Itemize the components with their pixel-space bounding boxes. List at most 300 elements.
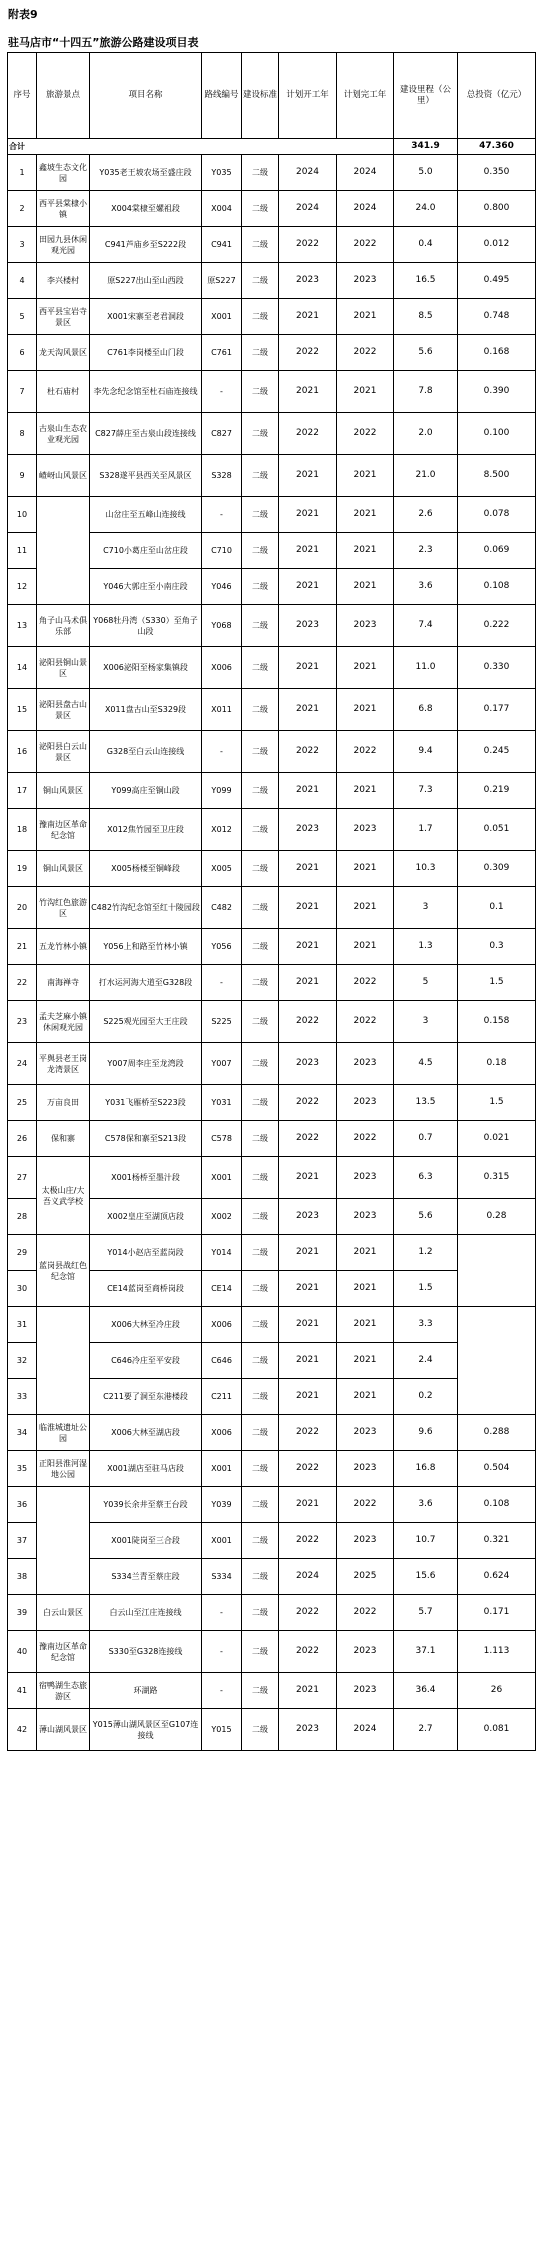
start-year: 2023 <box>279 1043 337 1085</box>
project-name: 李先念纪念馆至杜石庙连接线 <box>90 371 202 413</box>
start-year: 2022 <box>279 1595 337 1631</box>
length-km: 6.8 <box>394 689 458 731</box>
row-number: 31 <box>8 1307 37 1343</box>
route-code: X001 <box>202 1451 242 1487</box>
end-year: 2023 <box>337 1085 394 1121</box>
scenic-spot: 万亩良田 <box>37 1085 90 1121</box>
investment: 0.158 <box>458 1001 536 1043</box>
table-row <box>8 1595 536 1631</box>
scenic-spot: 铜山风景区 <box>37 773 90 809</box>
start-year: 2021 <box>279 929 337 965</box>
end-year: 2023 <box>337 1451 394 1487</box>
length-km: 3.3 <box>394 1307 458 1343</box>
project-name: X011盘古山至S329段 <box>90 689 202 731</box>
start-year: 2021 <box>279 965 337 1001</box>
row-number: 28 <box>8 1199 37 1235</box>
start-year: 2021 <box>279 1487 337 1523</box>
project-name: X002皇庄至湖顶店段 <box>90 1199 202 1235</box>
project-name: X012焦竹园至卫庄段 <box>90 809 202 851</box>
build-standard: 二级 <box>242 1379 279 1415</box>
row-number: 27 <box>8 1157 37 1199</box>
build-standard: 二级 <box>242 413 279 455</box>
route-code: 原S227 <box>202 263 242 299</box>
total-row <box>8 139 536 155</box>
total-investment: 47.360 <box>458 139 536 155</box>
length-km: 4.5 <box>394 1043 458 1085</box>
row-number: 39 <box>8 1595 37 1631</box>
end-year: 2022 <box>337 965 394 1001</box>
build-standard: 二级 <box>242 1451 279 1487</box>
build-standard: 二级 <box>242 1673 279 1709</box>
build-standard: 二级 <box>242 1199 279 1235</box>
route-code: X012 <box>202 809 242 851</box>
scenic-spot: 薄山湖风景区 <box>37 1709 90 1751</box>
table-row <box>8 605 536 647</box>
end-year: 2022 <box>337 1001 394 1043</box>
project-name: Y007周李庄至龙湾段 <box>90 1043 202 1085</box>
project-name: CE14蓝岗至商桥岗段 <box>90 1271 202 1307</box>
end-year: 2021 <box>337 647 394 689</box>
build-standard: 二级 <box>242 533 279 569</box>
route-code: - <box>202 731 242 773</box>
end-year: 2024 <box>337 155 394 191</box>
row-number: 11 <box>8 533 37 569</box>
end-year: 2022 <box>337 335 394 371</box>
project-name: Y014小赵店至蓝岗段 <box>90 1235 202 1271</box>
end-year: 2021 <box>337 851 394 887</box>
start-year: 2021 <box>279 1307 337 1343</box>
build-standard: 二级 <box>242 1523 279 1559</box>
row-number: 23 <box>8 1001 37 1043</box>
route-code: X006 <box>202 1415 242 1451</box>
end-year: 2021 <box>337 773 394 809</box>
end-year: 2023 <box>337 1199 394 1235</box>
row-number: 9 <box>8 455 37 497</box>
investment: 0.078 <box>458 497 536 533</box>
table-row <box>8 1487 536 1523</box>
project-name: X001陡岗至三合段 <box>90 1523 202 1559</box>
investment <box>458 1235 536 1307</box>
table-row <box>8 1085 536 1121</box>
investment: 0.051 <box>458 809 536 851</box>
route-code: Y014 <box>202 1235 242 1271</box>
scenic-spot: 南海禅寺 <box>37 965 90 1001</box>
scenic-spot: 临淮城遗址公园 <box>37 1415 90 1451</box>
start-year: 2024 <box>279 191 337 227</box>
start-year: 2022 <box>279 1001 337 1043</box>
row-number: 13 <box>8 605 37 647</box>
build-standard: 二级 <box>242 497 279 533</box>
end-year: 2021 <box>337 1271 394 1307</box>
row-number: 4 <box>8 263 37 299</box>
investment: 0.624 <box>458 1559 536 1595</box>
build-standard: 二级 <box>242 569 279 605</box>
start-year: 2021 <box>279 851 337 887</box>
row-number: 26 <box>8 1121 37 1157</box>
length-km: 3.6 <box>394 569 458 605</box>
header-row <box>8 53 536 139</box>
investment: 0.012 <box>458 227 536 263</box>
table-row <box>8 497 536 533</box>
row-number: 17 <box>8 773 37 809</box>
table-row <box>8 1709 536 1751</box>
route-code: - <box>202 497 242 533</box>
start-year: 2021 <box>279 371 337 413</box>
project-name: Y099高庄至铜山段 <box>90 773 202 809</box>
build-standard: 二级 <box>242 965 279 1001</box>
investment: 1.5 <box>458 1085 536 1121</box>
build-standard: 二级 <box>242 1235 279 1271</box>
row-number: 3 <box>8 227 37 263</box>
scenic-spot <box>37 497 90 605</box>
appendix-label: 附表9 <box>8 8 38 21</box>
build-standard: 二级 <box>242 647 279 689</box>
scenic-spot: 角子山马术俱乐部 <box>37 605 90 647</box>
end-year: 2021 <box>337 1343 394 1379</box>
build-standard: 二级 <box>242 851 279 887</box>
investment: 0.108 <box>458 569 536 605</box>
length-km: 5 <box>394 965 458 1001</box>
investment: 0.18 <box>458 1043 536 1085</box>
route-code: Y039 <box>202 1487 242 1523</box>
length-km: 16.8 <box>394 1451 458 1487</box>
build-standard: 二级 <box>242 1001 279 1043</box>
row-number: 1 <box>8 155 37 191</box>
row-number: 12 <box>8 569 37 605</box>
scenic-spot <box>37 1307 90 1415</box>
header-standard: 建设标准 <box>242 53 279 139</box>
investment: 26 <box>458 1673 536 1709</box>
table-row <box>8 689 536 731</box>
end-year: 2022 <box>337 413 394 455</box>
scenic-spot: 蓝岗县战红色纪念馆 <box>37 1235 90 1307</box>
end-year: 2023 <box>337 1157 394 1199</box>
route-code: X001 <box>202 1157 242 1199</box>
project-name: X006大林至冷庄段 <box>90 1307 202 1343</box>
length-km: 2.3 <box>394 533 458 569</box>
project-name: X004棠棣至嫘祖段 <box>90 191 202 227</box>
row-number: 32 <box>8 1343 37 1379</box>
build-standard: 二级 <box>242 1157 279 1199</box>
length-km: 3 <box>394 887 458 929</box>
scenic-spot: 豫南边区革命纪念馆 <box>37 809 90 851</box>
start-year: 2022 <box>279 731 337 773</box>
table-row <box>8 809 536 851</box>
end-year: 2022 <box>337 227 394 263</box>
route-code: C211 <box>202 1379 242 1415</box>
length-km: 2.7 <box>394 1709 458 1751</box>
start-year: 2021 <box>279 1673 337 1709</box>
end-year: 2022 <box>337 731 394 773</box>
route-code: X005 <box>202 851 242 887</box>
row-number: 22 <box>8 965 37 1001</box>
length-km: 6.3 <box>394 1157 458 1199</box>
project-name: 原S227出山至山西段 <box>90 263 202 299</box>
length-km: 2.6 <box>394 497 458 533</box>
row-number: 41 <box>8 1673 37 1709</box>
length-km: 2.0 <box>394 413 458 455</box>
build-standard: 二级 <box>242 1343 279 1379</box>
route-code: X011 <box>202 689 242 731</box>
project-name: C646冷庄至平安段 <box>90 1343 202 1379</box>
project-name: 白云山至江庄连接线 <box>90 1595 202 1631</box>
route-code: C761 <box>202 335 242 371</box>
table-row <box>8 1307 536 1343</box>
end-year: 2021 <box>337 887 394 929</box>
table-row <box>8 155 536 191</box>
start-year: 2021 <box>279 1343 337 1379</box>
route-code: C941 <box>202 227 242 263</box>
row-number: 29 <box>8 1235 37 1271</box>
project-table <box>7 52 536 1751</box>
start-year: 2021 <box>279 1157 337 1199</box>
build-standard: 二级 <box>242 773 279 809</box>
table-row <box>8 1673 536 1709</box>
build-standard: 二级 <box>242 887 279 929</box>
length-km: 16.5 <box>394 263 458 299</box>
length-km: 3.6 <box>394 1487 458 1523</box>
row-number: 6 <box>8 335 37 371</box>
route-code: - <box>202 1595 242 1631</box>
length-km: 2.4 <box>394 1343 458 1379</box>
project-name: X005杨楼至铜峰段 <box>90 851 202 887</box>
route-code: Y007 <box>202 1043 242 1085</box>
scenic-spot: 五龙竹林小镇 <box>37 929 90 965</box>
project-name: 山岔庄至五峰山连接线 <box>90 497 202 533</box>
length-km: 15.6 <box>394 1559 458 1595</box>
end-year: 2021 <box>337 455 394 497</box>
row-number: 16 <box>8 731 37 773</box>
build-standard: 二级 <box>242 1085 279 1121</box>
start-year: 2022 <box>279 1631 337 1673</box>
header-project: 项目名称 <box>90 53 202 139</box>
start-year: 2022 <box>279 335 337 371</box>
build-standard: 二级 <box>242 227 279 263</box>
scenic-spot: 保和寨 <box>37 1121 90 1157</box>
end-year: 2024 <box>337 191 394 227</box>
table-row <box>8 965 536 1001</box>
start-year: 2024 <box>279 1559 337 1595</box>
row-number: 36 <box>8 1487 37 1523</box>
investment: 0.288 <box>458 1415 536 1451</box>
project-name: X001宋寨至老君洞段 <box>90 299 202 335</box>
length-km: 7.8 <box>394 371 458 413</box>
route-code: Y046 <box>202 569 242 605</box>
investment: 0.309 <box>458 851 536 887</box>
start-year: 2021 <box>279 773 337 809</box>
investment: 0.1 <box>458 887 536 929</box>
header-code: 路线编号 <box>202 53 242 139</box>
end-year: 2021 <box>337 299 394 335</box>
investment: 0.021 <box>458 1121 536 1157</box>
table-row <box>8 413 536 455</box>
start-year: 2022 <box>279 1523 337 1559</box>
build-standard: 二级 <box>242 455 279 497</box>
header-spot: 旅游景点 <box>37 53 90 139</box>
route-code: Y031 <box>202 1085 242 1121</box>
build-standard: 二级 <box>242 605 279 647</box>
length-km: 5.6 <box>394 1199 458 1235</box>
project-name: C827薛庄至古泉山段连接线 <box>90 413 202 455</box>
table-row <box>8 1451 536 1487</box>
scenic-spot: 竹沟红色旅游区 <box>37 887 90 929</box>
build-standard: 二级 <box>242 1415 279 1451</box>
project-name: S328遂平县西关至风景区 <box>90 455 202 497</box>
route-code: S225 <box>202 1001 242 1043</box>
project-name: S225观光园至大王庄段 <box>90 1001 202 1043</box>
route-code: X001 <box>202 1523 242 1559</box>
length-km: 0.4 <box>394 227 458 263</box>
project-name: X001湖店至驻马店段 <box>90 1451 202 1487</box>
row-number: 14 <box>8 647 37 689</box>
build-standard: 二级 <box>242 1559 279 1595</box>
header-no: 序号 <box>8 53 37 139</box>
row-number: 33 <box>8 1379 37 1415</box>
route-code: S328 <box>202 455 242 497</box>
end-year: 2023 <box>337 1673 394 1709</box>
start-year: 2021 <box>279 1379 337 1415</box>
length-km: 1.5 <box>394 1271 458 1307</box>
start-year: 2021 <box>279 299 337 335</box>
scenic-spot: 西平县棠棣小镇 <box>37 191 90 227</box>
table-row <box>8 887 536 929</box>
table-row <box>8 299 536 335</box>
scenic-spot: 泌阳县铜山景区 <box>37 647 90 689</box>
end-year: 2022 <box>337 1595 394 1631</box>
start-year: 2021 <box>279 533 337 569</box>
scenic-spot: 正阳县淮河湿地公园 <box>37 1451 90 1487</box>
end-year: 2023 <box>337 1043 394 1085</box>
table-row <box>8 1157 536 1199</box>
project-name: C710小葛庄至山岔庄段 <box>90 533 202 569</box>
table-row <box>8 371 536 413</box>
project-name: Y068牡丹湾（S330）至角子山段 <box>90 605 202 647</box>
row-number: 2 <box>8 191 37 227</box>
build-standard: 二级 <box>242 335 279 371</box>
row-number: 24 <box>8 1043 37 1085</box>
row-number: 10 <box>8 497 37 533</box>
investment: 0.177 <box>458 689 536 731</box>
end-year: 2024 <box>337 1709 394 1751</box>
build-standard: 二级 <box>242 809 279 851</box>
length-km: 9.6 <box>394 1415 458 1451</box>
investment <box>458 1307 536 1415</box>
investment: 1.113 <box>458 1631 536 1673</box>
length-km: 9.4 <box>394 731 458 773</box>
start-year: 2021 <box>279 647 337 689</box>
start-year: 2023 <box>279 1199 337 1235</box>
start-year: 2021 <box>279 569 337 605</box>
length-km: 5.0 <box>394 155 458 191</box>
build-standard: 二级 <box>242 731 279 773</box>
scenic-spot: 李兴楼村 <box>37 263 90 299</box>
start-year: 2022 <box>279 1085 337 1121</box>
total-label: 合计 <box>8 139 394 155</box>
route-code: X006 <box>202 1307 242 1343</box>
route-code: C710 <box>202 533 242 569</box>
investment: 8.500 <box>458 455 536 497</box>
build-standard: 二级 <box>242 1271 279 1307</box>
scenic-spot: 龙天沟风景区 <box>37 335 90 371</box>
table-row <box>8 1043 536 1085</box>
end-year: 2021 <box>337 929 394 965</box>
build-standard: 二级 <box>242 191 279 227</box>
investment: 0.168 <box>458 335 536 371</box>
table-row <box>8 731 536 773</box>
route-code: - <box>202 371 242 413</box>
start-year: 2022 <box>279 227 337 263</box>
route-code: X001 <box>202 299 242 335</box>
scenic-spot: 嵖岈山风景区 <box>37 455 90 497</box>
project-name: Y015薄山湖风景区至G107连接线 <box>90 1709 202 1751</box>
investment: 0.081 <box>458 1709 536 1751</box>
scenic-spot: 古泉山生态农业观光园 <box>37 413 90 455</box>
table-row <box>8 929 536 965</box>
build-standard: 二级 <box>242 155 279 191</box>
length-km: 1.2 <box>394 1235 458 1271</box>
scenic-spot: 泌阳县盘古山景区 <box>37 689 90 731</box>
start-year: 2022 <box>279 1415 337 1451</box>
investment: 0.748 <box>458 299 536 335</box>
table-row <box>8 191 536 227</box>
route-code: Y035 <box>202 155 242 191</box>
end-year: 2023 <box>337 605 394 647</box>
project-name: C761李岗楼至山门段 <box>90 335 202 371</box>
build-standard: 二级 <box>242 1631 279 1673</box>
length-km: 3 <box>394 1001 458 1043</box>
end-year: 2021 <box>337 1307 394 1343</box>
route-code: X004 <box>202 191 242 227</box>
scenic-spot: 宿鸭湖生态旅游区 <box>37 1673 90 1709</box>
start-year: 2021 <box>279 1271 337 1307</box>
row-number: 42 <box>8 1709 37 1751</box>
length-km: 10.7 <box>394 1523 458 1559</box>
project-name: S334兰青至蔡庄段 <box>90 1559 202 1595</box>
row-number: 30 <box>8 1271 37 1307</box>
length-km: 13.5 <box>394 1085 458 1121</box>
header-end-year: 计划完工年 <box>337 53 394 139</box>
table-row <box>8 1121 536 1157</box>
table-row <box>8 1631 536 1673</box>
project-name: S330至G328连接线 <box>90 1631 202 1673</box>
investment: 0.28 <box>458 1199 536 1235</box>
end-year: 2021 <box>337 371 394 413</box>
start-year: 2023 <box>279 809 337 851</box>
length-km: 11.0 <box>394 647 458 689</box>
start-year: 2023 <box>279 263 337 299</box>
length-km: 36.4 <box>394 1673 458 1709</box>
project-name: Y031飞雁桥至S223段 <box>90 1085 202 1121</box>
length-km: 8.5 <box>394 299 458 335</box>
end-year: 2021 <box>337 689 394 731</box>
project-name: X006大林至湖店段 <box>90 1415 202 1451</box>
end-year: 2021 <box>337 1379 394 1415</box>
project-name: G328至白云山连接线 <box>90 731 202 773</box>
build-standard: 二级 <box>242 1595 279 1631</box>
route-code: C827 <box>202 413 242 455</box>
length-km: 5.7 <box>394 1595 458 1631</box>
row-number: 37 <box>8 1523 37 1559</box>
table-row <box>8 1001 536 1043</box>
route-code: - <box>202 1673 242 1709</box>
scenic-spot: 孟夫芝麻小镇休闲观光园 <box>37 1001 90 1043</box>
scenic-spot: 鑫坡生态文化园 <box>37 155 90 191</box>
row-number: 7 <box>8 371 37 413</box>
start-year: 2022 <box>279 1121 337 1157</box>
scenic-spot: 杜石庙村 <box>37 371 90 413</box>
row-number: 15 <box>8 689 37 731</box>
build-standard: 二级 <box>242 1043 279 1085</box>
